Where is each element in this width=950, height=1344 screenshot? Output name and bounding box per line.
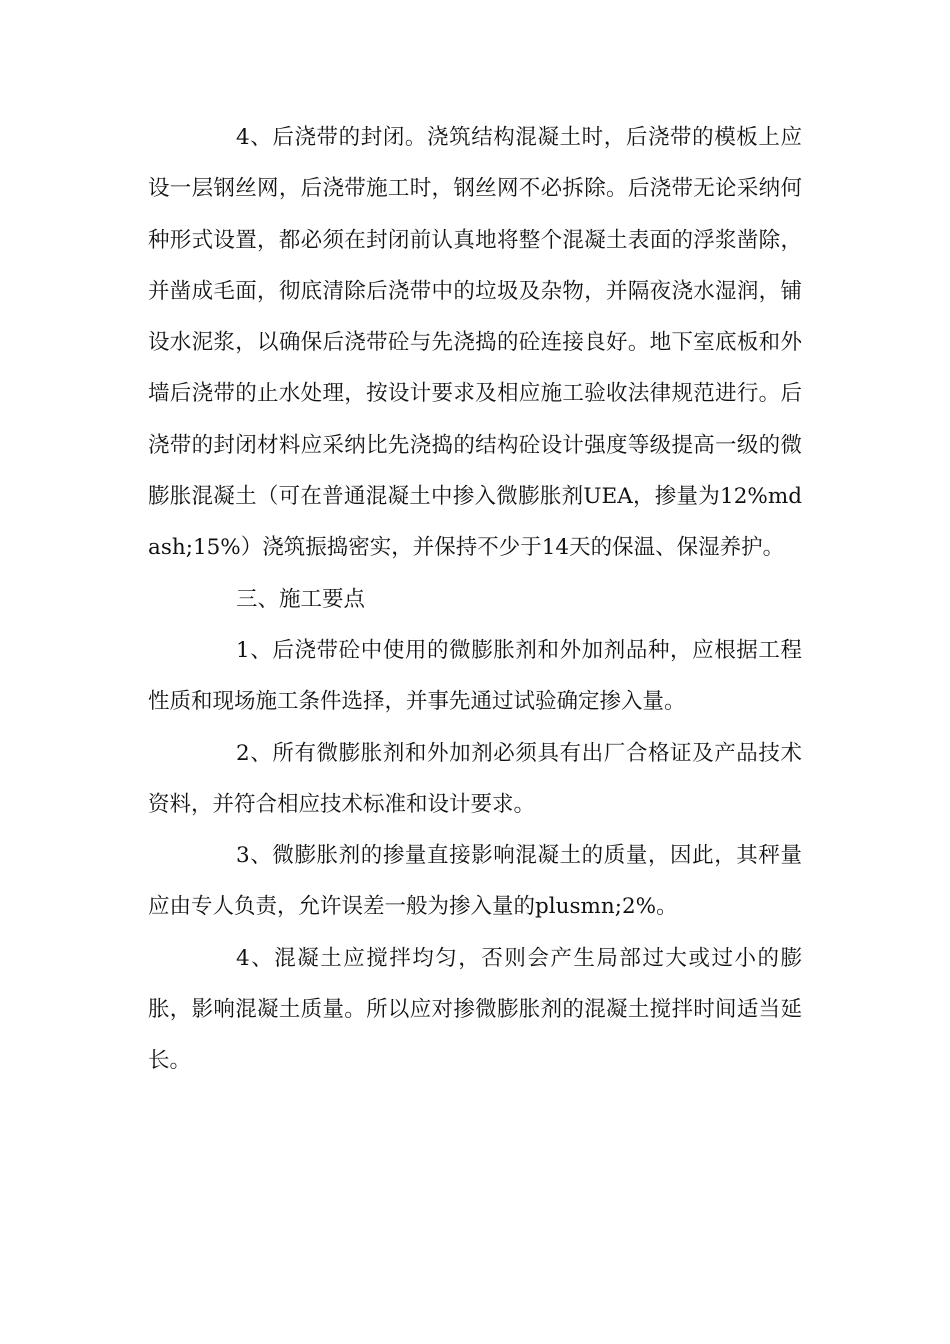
paragraph-post-pour-strip-sealing: 4、后浇带的封闭。浇筑结构混凝土时，后浇带的模板上应设一层钢丝网，后浇带施工时，钢丝网不必拆除。后浇带无论采纳何种形式设置，都必须在封闭前认真地将整个混凝土表面的浮浆凿除，并凿成毛面，彻底清除后浇带中的垃圾及杂物，并隔夜浇水湿润，铺设水泥浆，以确保后浇带砼与先浇捣的砼连接良好。地下室底板和外墙后浇带的止水处理，按设计要求及相应施工验收法律规范进行。后浇带的封闭材料应采纳比先浇捣的结构砼设计强度等级提高一级的微膨胀混凝土（可在普通混凝土中掺入微膨胀剂UEA，掺量为12%mdash;15%）浇筑振捣密实，并保持不少于14天的保温、保湿养护。 [148,125,802,561]
paragraph-point-2: 2、所有微膨胀剂和外加剂必须具有出厂合格证及产品技术资料，并符合相应技术标准和设计要求。 [148,740,802,817]
paragraph-point-4: 4、混凝土应搅拌均匀，否则会产生局部过大或过小的膨胀，影响混凝土质量。所以应对掺微膨胀剂的混凝土搅拌时间适当延长。 [148,945,802,1074]
document-body [148,112,802,1087]
section-heading-construction-points: 三、施工要点 [236,586,366,612]
paragraph-point-1: 1、后浇带砼中使用的微膨胀剂和外加剂品种，应根据工程性质和现场施工条件选择，并事先通过试验确定掺入量。 [148,637,802,715]
paragraph-point-3: 3、微膨胀剂的掺量直接影响混凝土的质量，因此，其秤量应由专人负责，允许误差一般为掺入量的plusmn;2%。 [148,843,802,920]
